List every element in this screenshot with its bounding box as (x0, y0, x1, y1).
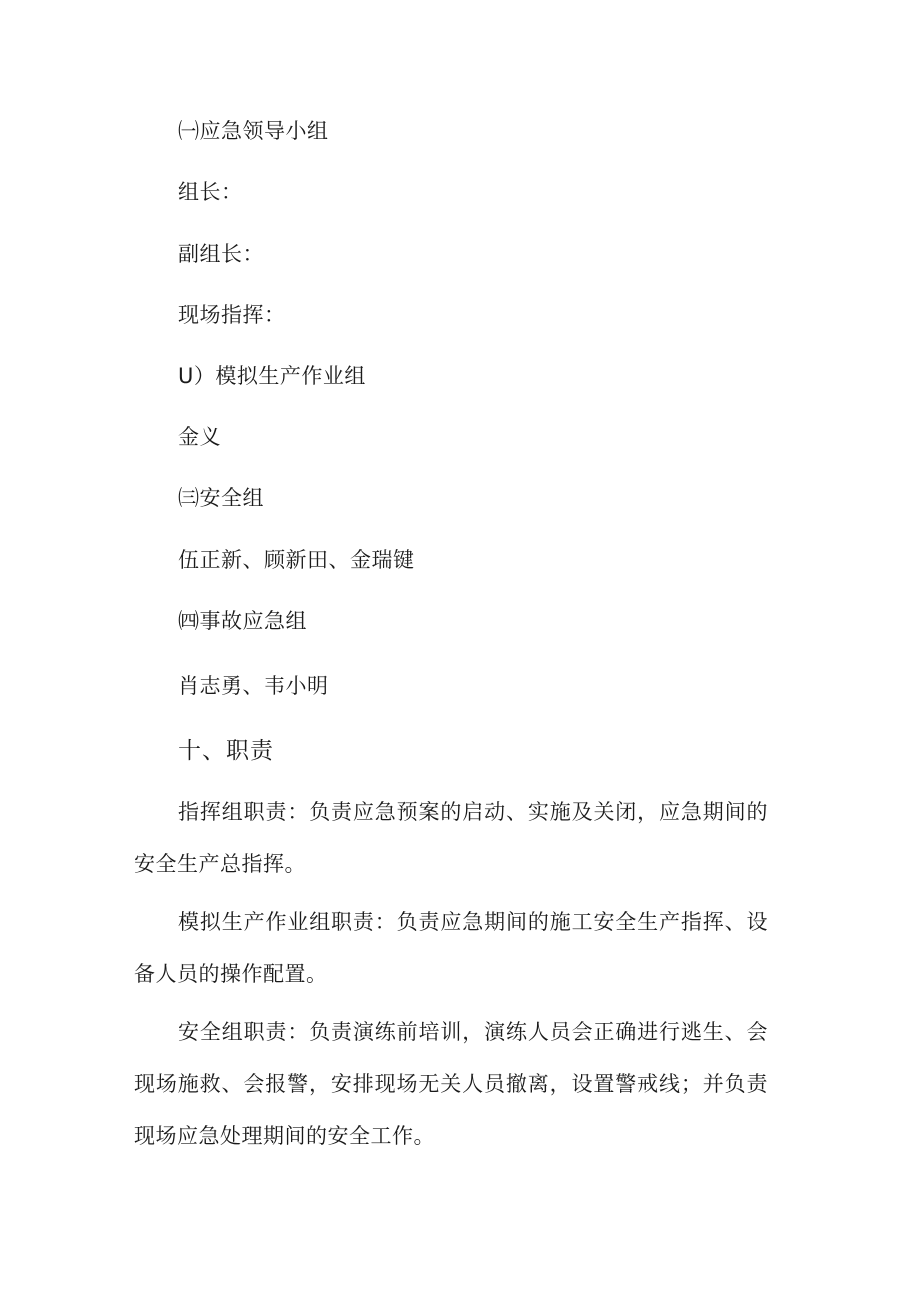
production-group-duty-paragraph: 模拟生产作业组职责：负责应急期间的施工安全生产指挥、设备人员的操作配置。 (134, 910, 768, 986)
production-group-heading: U）模拟生产作业组 (178, 364, 366, 388)
accident-group-heading: ㈣事故应急组 (178, 609, 307, 633)
safety-group-members: 伍正新、顾新田、金瑞键 (178, 548, 415, 572)
accident-group-members: 肖志勇、韦小明 (178, 674, 329, 698)
deputy-leader-label: 副组长： (178, 242, 264, 266)
field-commander-label: 现场指挥： (178, 303, 286, 327)
production-group-members: 金义 (178, 425, 221, 449)
duties-section-heading: 十、职责 (178, 738, 274, 764)
safety-group-heading: ㈢安全组 (178, 486, 264, 510)
group-leader-label: 组长： (178, 180, 243, 204)
leader-group-heading: ㈠应急领导小组 (178, 119, 329, 143)
command-group-duty-paragraph: 指挥组职责：负责应急预案的启动、实施及关闭，应急期间的安全生产总指挥。 (134, 800, 768, 876)
safety-group-duty-paragraph: 安全组职责：负责演练前培训，演练人员会正确进行逃生、会现场施救、会报警，安排现场无关人员撤离，设置警戒线；并负责现场应急处理期间的安全工作。 (134, 1020, 768, 1148)
